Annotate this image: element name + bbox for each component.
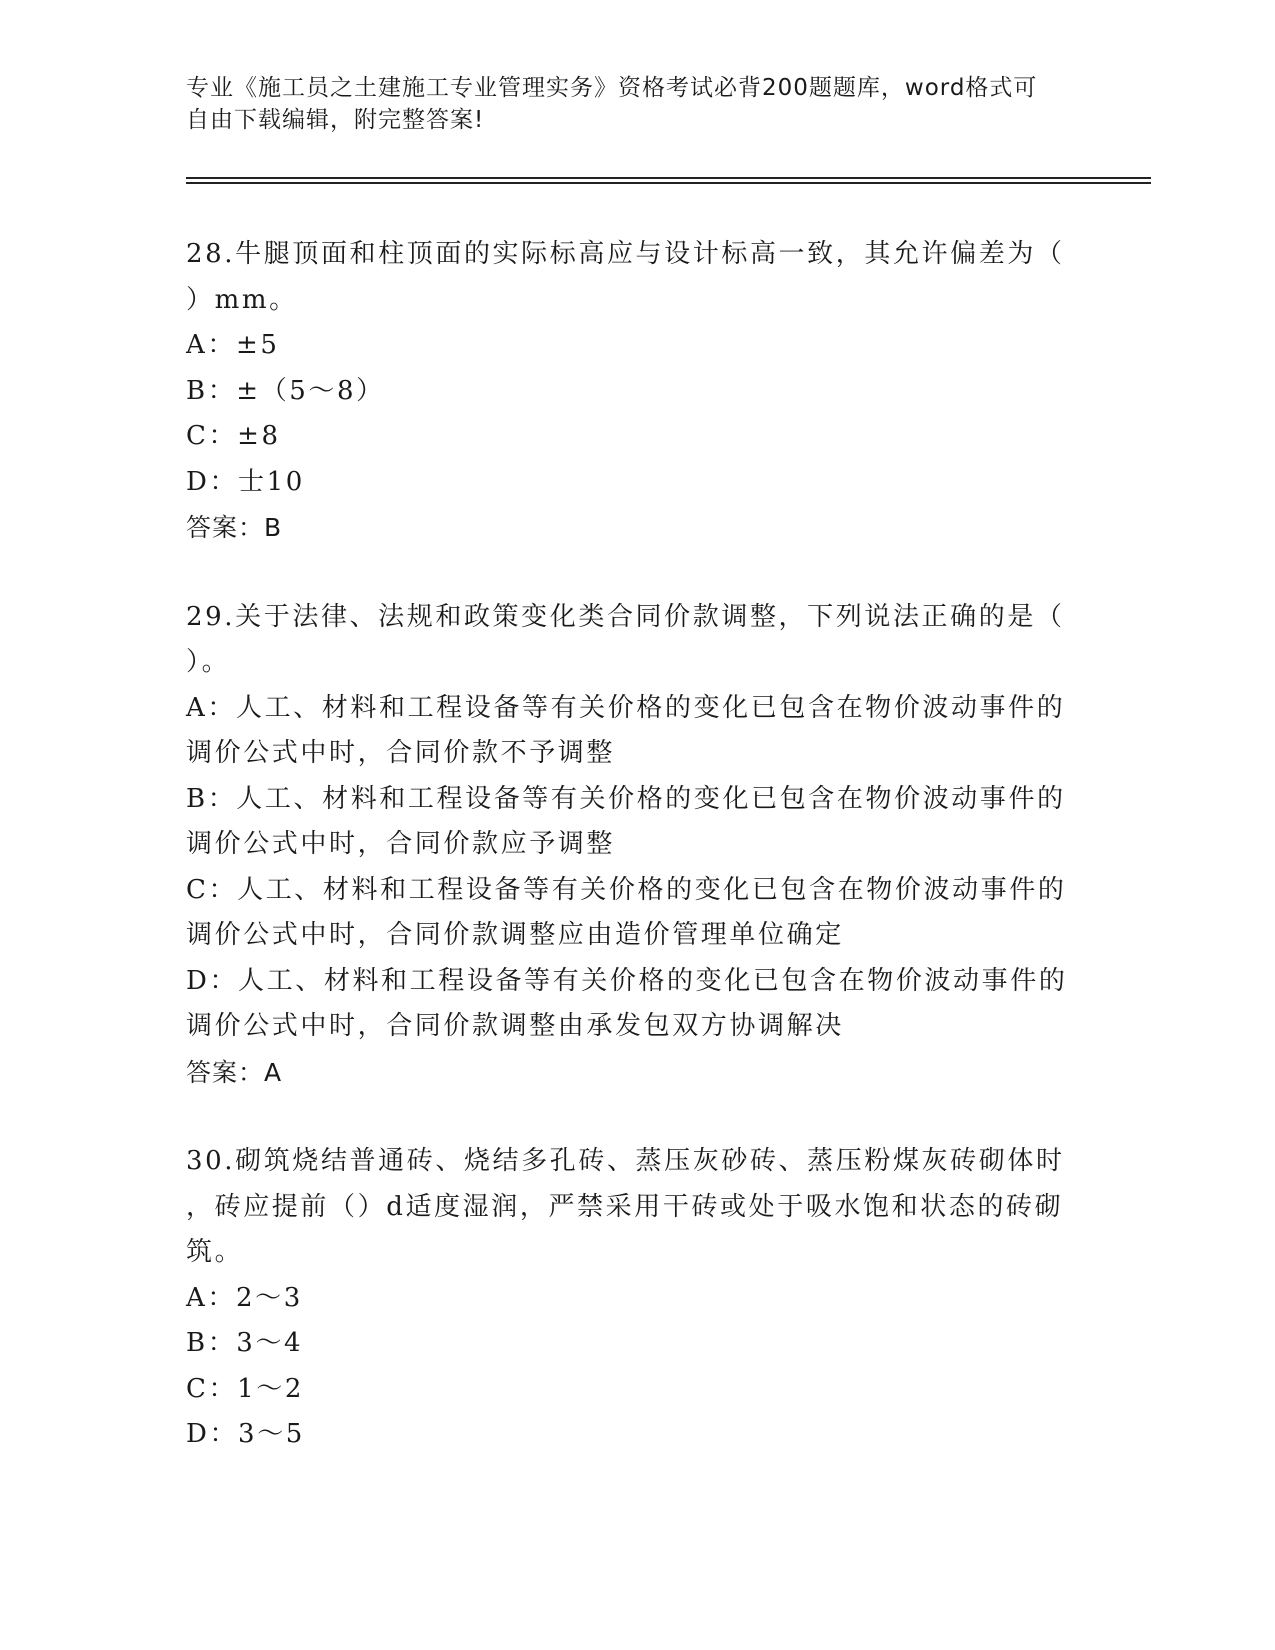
question-text: 28.牛腿顶面和柱顶面的实际标高应与设计标高一致，其允许偏差为（ [186, 239, 1065, 269]
question-text: ，砖应提前（）d适度湿润，严禁采用干砖或处于吸水饱和状态的砖砌 [186, 1191, 1064, 1222]
document-header [186, 72, 1086, 136]
option-a: A：人工、材料和工程设备等有关价格的变化已包含在物价波动事件的 [186, 692, 1066, 723]
header-line: 自由下载编辑，附完整答案! [186, 107, 485, 133]
option-d-continued: 调价公式中时，合同价款调整由承发包双方协调解决 [186, 1011, 844, 1041]
answer-line: 答案：A [186, 1057, 283, 1087]
question-28 [186, 232, 1086, 551]
option-c: C：1～2 [186, 1373, 304, 1404]
header-divider-bottom [186, 182, 1151, 184]
option-b-continued: 调价公式中时，合同价款应予调整 [186, 829, 616, 859]
option-b: B：3～4 [186, 1328, 304, 1358]
option-d: D：士10 [186, 466, 305, 497]
option-d: D：人工、材料和工程设备等有关价格的变化已包含在物价波动事件的 [186, 965, 1068, 996]
option-a: A：2～3 [186, 1282, 303, 1313]
option-d: D：3～5 [186, 1419, 305, 1449]
question-30 [186, 1139, 1086, 1458]
header-line: 专业《施工员之土建施工专业管理实务》资格考试必背200题题库，word格式可 [186, 75, 1038, 101]
option-a-continued: 调价公式中时，合同价款不予调整 [186, 738, 616, 768]
option-b: B：人工、材料和工程设备等有关价格的变化已包含在物价波动事件的 [186, 783, 1066, 814]
question-text: ）mm。 [186, 284, 298, 315]
question-text: 筑。 [186, 1237, 244, 1267]
question-spacer [186, 551, 1086, 595]
question-text: 29.关于法律、法规和政策变化类合同价款调整，下列说法正确的是（ [186, 601, 1065, 632]
option-c-continued: 调价公式中时，合同价款调整应由造价管理单位确定 [186, 920, 844, 950]
option-c: C：±8 [186, 421, 281, 451]
option-b: B：±（5～8） [186, 375, 385, 406]
question-spacer [186, 1095, 1086, 1139]
option-c: C：人工、材料和工程设备等有关价格的变化已包含在物价波动事件的 [186, 874, 1067, 905]
option-a: A：±5 [186, 330, 280, 360]
question-29 [186, 595, 1086, 1096]
question-list [186, 232, 1086, 1458]
header-divider-top [186, 177, 1151, 179]
question-text: ）。 [186, 647, 231, 677]
answer-line: 答案：B [186, 513, 283, 542]
question-text: 30.砌筑烧结普通砖、烧结多孔砖、蒸压灰砂砖、蒸压粉煤灰砖砌体时 [186, 1146, 1065, 1176]
